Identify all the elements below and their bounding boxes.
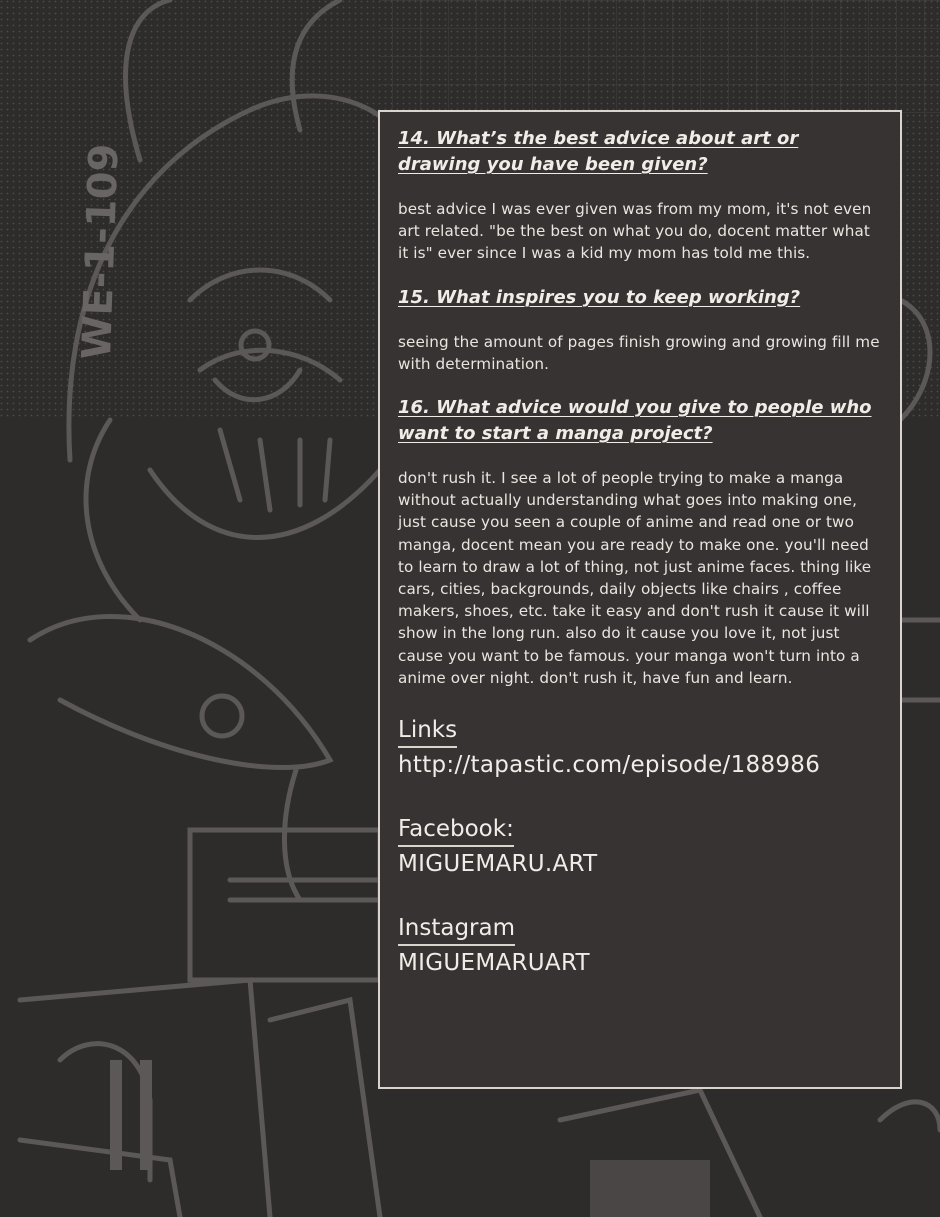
instagram-section bbox=[398, 913, 882, 978]
facebook-section bbox=[398, 814, 882, 879]
instagram-label: Instagram bbox=[398, 913, 515, 946]
interview-panel bbox=[378, 110, 902, 1089]
facebook-handle: MIGUEMARU.ART bbox=[398, 851, 598, 878]
question-14-answer: best advice I was ever given was from my mom, it's not even art related. "be the best on what you do, docent matter what it is" ever since I was a kid my mom has told me this. bbox=[398, 200, 872, 263]
links-url[interactable]: http://tapastic.com/episode/188986 bbox=[398, 752, 821, 779]
question-15-answer: seeing the amount of pages finish growing and growing fill me with determination. bbox=[398, 332, 880, 373]
background-lettering: WE-1-109 bbox=[74, 142, 128, 361]
question-16-heading: 16. What advice would you give to people who want to start a manga project? bbox=[398, 397, 872, 445]
facebook-label: Facebook: bbox=[398, 814, 514, 847]
question-16-answer: don't rush it. I see a lot of people trying to make a manga without actually understanding what goes into making one, just cause you seen a couple of anime and read one or two manga, docent mean you are ready to make one. you'll need to learn to draw a lot of thing, not just anime faces. thing like cars, cities, backgrounds, daily objects like chairs , coffee makers, shoes, etc. take it easy and don't rush it cause it will show in the long run. also do it cause you love it, not just cause you want to be famous. your manga won't turn into a anime over night. don't rush it, have fun and learn. bbox=[398, 469, 872, 687]
question-15-heading: 15. What inspires you to keep working? bbox=[398, 286, 801, 308]
question-14-heading: 14. What’s the best advice about art or drawing you have been given? bbox=[398, 128, 799, 175]
instagram-handle: MIGUEMARUART bbox=[398, 950, 590, 977]
links-section bbox=[398, 715, 882, 780]
links-label: Links bbox=[398, 715, 457, 748]
